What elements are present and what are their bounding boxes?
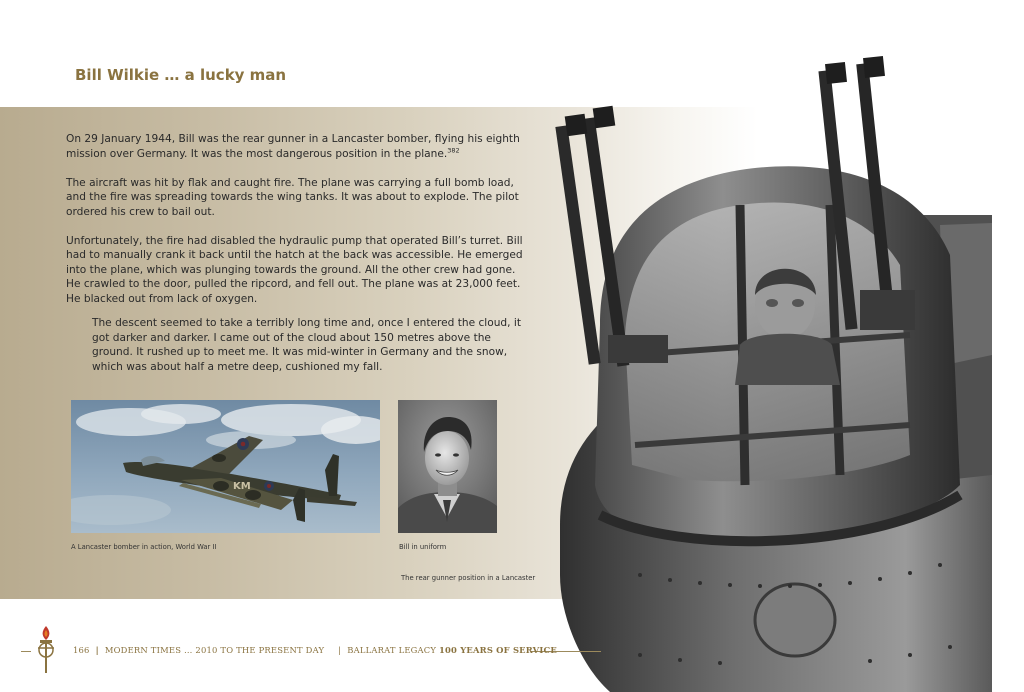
publication-name: BALLARAT LEGACY — [347, 645, 437, 655]
paragraph-1 — [66, 132, 526, 161]
page-number: 166 — [73, 645, 90, 655]
lancaster-bomber-photo — [71, 400, 380, 533]
footer-rule-left — [21, 651, 31, 652]
paragraph-2: The aircraft was hit by flak and caught fire. The plane was carrying a full bomb load, and the fire was spreading towards the wing tanks. It was about to explode. The pilot ordered his crew to bail out. — [66, 176, 519, 218]
footer-text — [73, 645, 557, 655]
caption-uniform: Bill in uniform — [399, 543, 447, 551]
footer-divider-2: | — [338, 645, 342, 655]
rear-gunner-turret-photo — [540, 55, 1024, 692]
section-title: MODERN TIMES … 2010 TO THE PRESENT DAY — [104, 645, 325, 655]
aircraft-code: KM — [233, 481, 251, 492]
caption-gunner: The rear gunner position in a Lancaster — [401, 574, 536, 582]
caption-lancaster: A Lancaster bomber in action, World War II — [71, 543, 217, 551]
page-title: Bill Wilkie … a lucky man — [75, 66, 287, 84]
footnote-ref: 382 — [447, 145, 460, 154]
block-quote: The descent seemed to take a terribly long time and, once I entered the cloud, it got darker and darker. I came out of the cloud about 150 metres above the ground. It rushed up to meet me. It was mid-winter in Germany and the snow, which was about half a metre deep, cushioned my fall. — [92, 317, 521, 373]
paragraph-3: Unfortunately, the fire had disabled the hydraulic pump that operated Bill’s turret. Bill had to manually crank it back until the hatch at the back was accessible. He emerged into the plane, which was plunging towards the ground. All the other crew had gone. He crawled to the door, pulled the ripcord, and fell out. The plane was at 23,000 feet. He blacked out from lack of oxygen. — [66, 234, 523, 305]
article-body — [66, 132, 526, 321]
footer-divider-1: | — [95, 645, 99, 655]
legacy-torch-emblem-icon — [34, 624, 58, 674]
publication-tagline: 100 YEARS OF SERVICE — [439, 645, 557, 655]
bill-uniform-portrait — [398, 400, 497, 533]
paragraph-1-text: On 29 January 1944, Bill was the rear gunner in a Lancaster bomber, flying his eighth mission over Germany. It was the most dangerous position in the plane. — [66, 133, 520, 160]
